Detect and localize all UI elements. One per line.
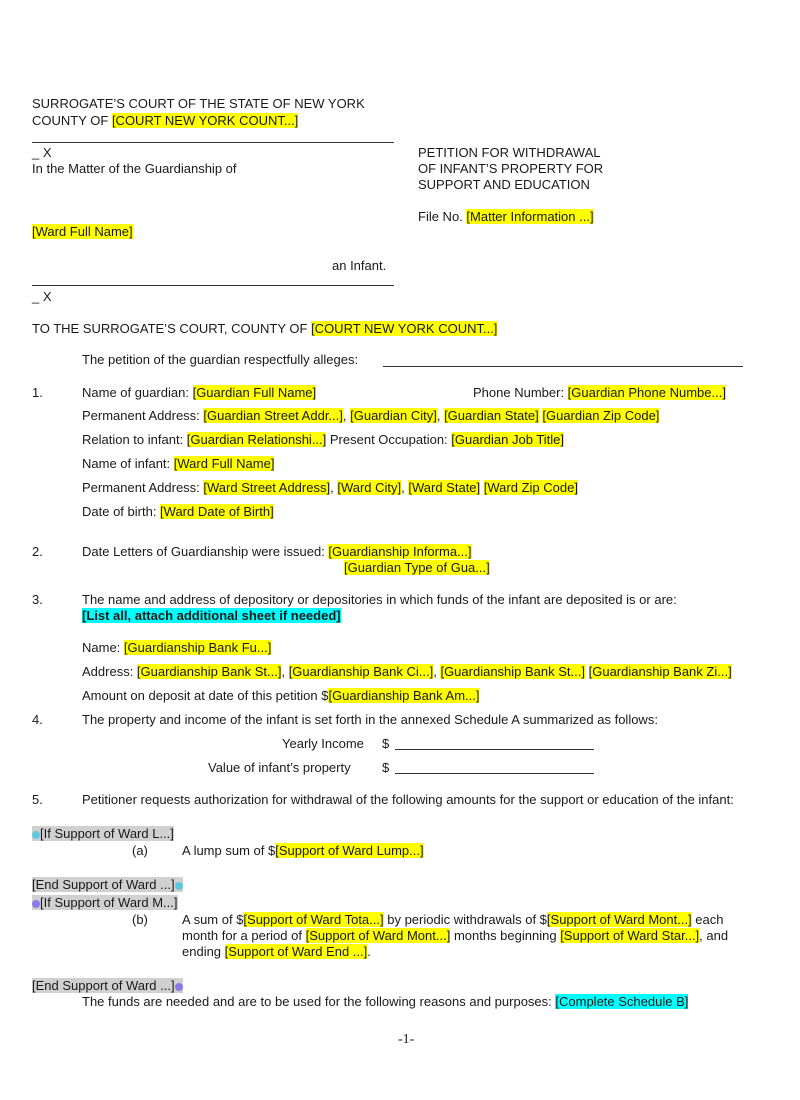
guardian-name-line: [82, 385, 316, 400]
guardian-name-label: Name of guardian:: [82, 385, 193, 400]
guardian-relation-line: [82, 432, 564, 447]
guardian-phone-label: Phone Number:: [473, 385, 568, 400]
property-value-blank[interactable]: [395, 773, 594, 774]
lump-sum-text: A lump sum of $: [182, 843, 276, 858]
condition-1-end[interactable]: [32, 877, 183, 892]
bank-name-line: [82, 640, 271, 655]
section-1-number: 1.: [32, 385, 43, 400]
petition-title-3: SUPPORT AND EDUCATION: [418, 177, 590, 192]
letters-issued-label: Date Letters of Guardianship were issued:: [82, 544, 329, 559]
option-a-line: [182, 843, 424, 858]
caption-top-rule: [32, 142, 394, 143]
option-a-label: (a): [132, 843, 148, 858]
section-2-number: 2.: [32, 544, 43, 559]
dob-field[interactable]: [Ward Date of Birth]: [160, 504, 274, 519]
condition-1-start-label: [If Support of Ward L...]: [40, 826, 174, 841]
page-number: -1-: [398, 1032, 415, 1047]
reasons-line: [82, 994, 688, 1009]
occupation-field[interactable]: [Guardian Job Title]: [451, 432, 565, 447]
withdrawal-text: Petitioner requests authorization for withdrawal of the following amounts for the support or education of the infant:: [82, 792, 734, 807]
bank-name-field[interactable]: [Guardianship Bank Fu...]: [123, 640, 272, 655]
caption-matter: In the Matter of the Guardianship of: [32, 161, 237, 176]
petition-title-2: OF INFANT’S PROPERTY FOR: [418, 161, 604, 176]
bank-street-field[interactable]: [Guardianship Bank St...]: [136, 664, 282, 679]
bank-address-line: Address: [Guardianship Bank St...], [Guardianship Bank Ci...], [Guardianship Bank St...] [Guardianship Bank Zi...]: [82, 664, 732, 679]
condition-2-start-label: [If Support of Ward M...]: [40, 895, 178, 910]
depository-instruction[interactable]: [List all, attach additional sheet if needed]: [82, 608, 341, 623]
an-infant-label: an Infant.: [332, 258, 387, 273]
ward-street-field[interactable]: [Ward Street Address]: [203, 480, 331, 495]
ward-address-line: Permanent Address: [Ward Street Address], [Ward City], [Ward State] [Ward Zip Code]: [82, 480, 578, 495]
period-text: month for a period of: [182, 928, 306, 943]
property-value-label: Value of infant’s property: [208, 760, 351, 775]
condition-marker-icon: [175, 983, 183, 991]
yearly-income-label: Yearly Income: [282, 736, 364, 751]
schedule-b-field[interactable]: [Complete Schedule B]: [555, 994, 689, 1009]
periodic-withdrawals-text: by periodic withdrawals of $: [383, 912, 547, 927]
bank-zip-field[interactable]: [Guardianship Bank Zi...]: [588, 664, 732, 679]
bank-state-field[interactable]: [Guardianship Bank St...]: [440, 664, 585, 679]
dob-line: [82, 504, 274, 519]
property-value-dollar: $: [382, 760, 390, 775]
deposit-amount-field[interactable]: [Guardianship Bank Am...]: [328, 688, 480, 703]
relation-field[interactable]: [Guardian Relationshi...]: [186, 432, 327, 447]
yearly-income-blank[interactable]: [395, 749, 594, 750]
months-beginning-text: months beginning: [450, 928, 561, 943]
alleges-line: [82, 352, 358, 367]
guardian-zip-field[interactable]: [Guardian Zip Code]: [542, 408, 660, 423]
guardian-street-field[interactable]: [Guardian Street Addr...]: [203, 408, 343, 423]
yearly-income-dollar: $: [382, 736, 390, 751]
lump-sum-field[interactable]: [Support of Ward Lump...]: [275, 843, 424, 858]
caption-x-top: _ X: [32, 145, 52, 160]
ward-city-field[interactable]: [Ward City]: [337, 480, 402, 495]
bank-address-label: Address:: [82, 664, 137, 679]
reasons-text: The funds are needed and are to be used for the following reasons and purposes:: [82, 994, 556, 1009]
guardian-name-field[interactable]: [Guardian Full Name]: [192, 385, 317, 400]
caption-bottom-rule: [32, 285, 394, 286]
total-support-field[interactable]: [Support of Ward Tota...]: [243, 912, 384, 927]
bank-name-label: Name:: [82, 640, 124, 655]
period-punct: .: [367, 944, 371, 959]
file-no-line: [418, 209, 594, 224]
condition-1-end-label: [End Support of Ward ...]: [32, 877, 175, 892]
ending-text: ending: [182, 944, 225, 959]
occupation-label: Present Occupation:: [326, 432, 452, 447]
and-text: , and: [699, 928, 729, 943]
infant-name-label: Name of infant:: [82, 456, 174, 471]
option-b-line-3: [182, 944, 371, 959]
support-months-field[interactable]: [Support of Ward Mont...]: [305, 928, 451, 943]
support-end-field[interactable]: [Support of Ward End ...]: [224, 944, 368, 959]
section-5-number: 5.: [32, 792, 43, 807]
condition-marker-icon: [175, 882, 183, 890]
county-label: COUNTY OF: [32, 113, 112, 128]
infant-name-field[interactable]: [Ward Full Name]: [173, 456, 275, 471]
county-field[interactable]: [COURT NEW YORK COUNT...]: [111, 113, 299, 128]
ward-address-label: Permanent Address:: [82, 480, 204, 495]
guardian-phone-field[interactable]: [Guardian Phone Numbe...]: [567, 385, 726, 400]
file-no-label: File No.: [418, 209, 467, 224]
dob-label: Date of birth:: [82, 504, 161, 519]
monthly-support-field[interactable]: [Support of Ward Mont...]: [546, 912, 692, 927]
guardian-city-field[interactable]: [Guardian City]: [350, 408, 437, 423]
caption-x-bottom: _ X: [32, 289, 52, 304]
to-court-county-field[interactable]: [COURT NEW YORK COUNT...]: [311, 321, 498, 336]
guardianship-info-field[interactable]: [Guardianship Informa...]: [328, 544, 472, 559]
guardian-address-label: Permanent Address:: [82, 408, 204, 423]
support-start-field[interactable]: [Support of Ward Star...]: [560, 928, 700, 943]
condition-2-end-label: [End Support of Ward ...]: [32, 978, 175, 993]
section-3-number: 3.: [32, 592, 43, 607]
condition-marker-icon: [32, 900, 40, 908]
to-court-line: [32, 321, 497, 336]
deposit-amount-label: Amount on deposit at date of this petition $: [82, 688, 329, 703]
alleges-blank: [383, 366, 743, 367]
guardian-type-field[interactable]: [Guardian Type of Gua...]: [344, 560, 490, 575]
section-4-number: 4.: [32, 712, 43, 727]
file-no-field[interactable]: [Matter Information ...]: [466, 209, 594, 224]
infant-name-line: [82, 456, 274, 471]
condition-2-end[interactable]: [32, 978, 183, 993]
relation-label: Relation to infant:: [82, 432, 187, 447]
guardian-phone-line: [473, 385, 726, 400]
condition-marker-icon: [32, 831, 40, 839]
option-b-line-1: [182, 912, 723, 927]
condition-2-start[interactable]: [32, 895, 178, 910]
option-b-line-2: [182, 928, 728, 943]
alleges-text: The petition of the guardian respectfully alleges:: [82, 352, 359, 367]
to-court-text: TO THE SURROGATE’S COURT, COUNTY OF: [32, 321, 312, 336]
each-text: each: [691, 912, 724, 927]
ward-name-field[interactable]: [Ward Full Name]: [32, 224, 133, 239]
petition-title-1: PETITION FOR WITHDRAWAL: [418, 145, 601, 160]
condition-1-start[interactable]: [32, 826, 174, 841]
county-line: [32, 113, 298, 128]
court-title: SURROGATE’S COURT OF THE STATE OF NEW YORK: [32, 96, 365, 111]
guardian-state-field[interactable]: [Guardian State]: [444, 408, 539, 423]
depository-text: The name and address of depository or depositories in which funds of the infant are deposited is or are:: [82, 592, 677, 607]
periodic-sum-text: A sum of $: [182, 912, 244, 927]
ward-state-field[interactable]: [Ward State]: [408, 480, 481, 495]
letters-issued-line: [82, 544, 472, 559]
property-text: The property and income of the infant is set forth in the annexed Schedule A summarized as follows:: [82, 712, 658, 727]
bank-city-field[interactable]: [Guardianship Bank Ci...]: [288, 664, 434, 679]
option-b-label: (b): [132, 912, 148, 927]
guardian-address-line: Permanent Address: [Guardian Street Addr...], [Guardian City], [Guardian State] [Guardian Zip Code]: [82, 408, 660, 423]
deposit-amount-line: [82, 688, 479, 703]
ward-zip-field[interactable]: [Ward Zip Code]: [483, 480, 578, 495]
